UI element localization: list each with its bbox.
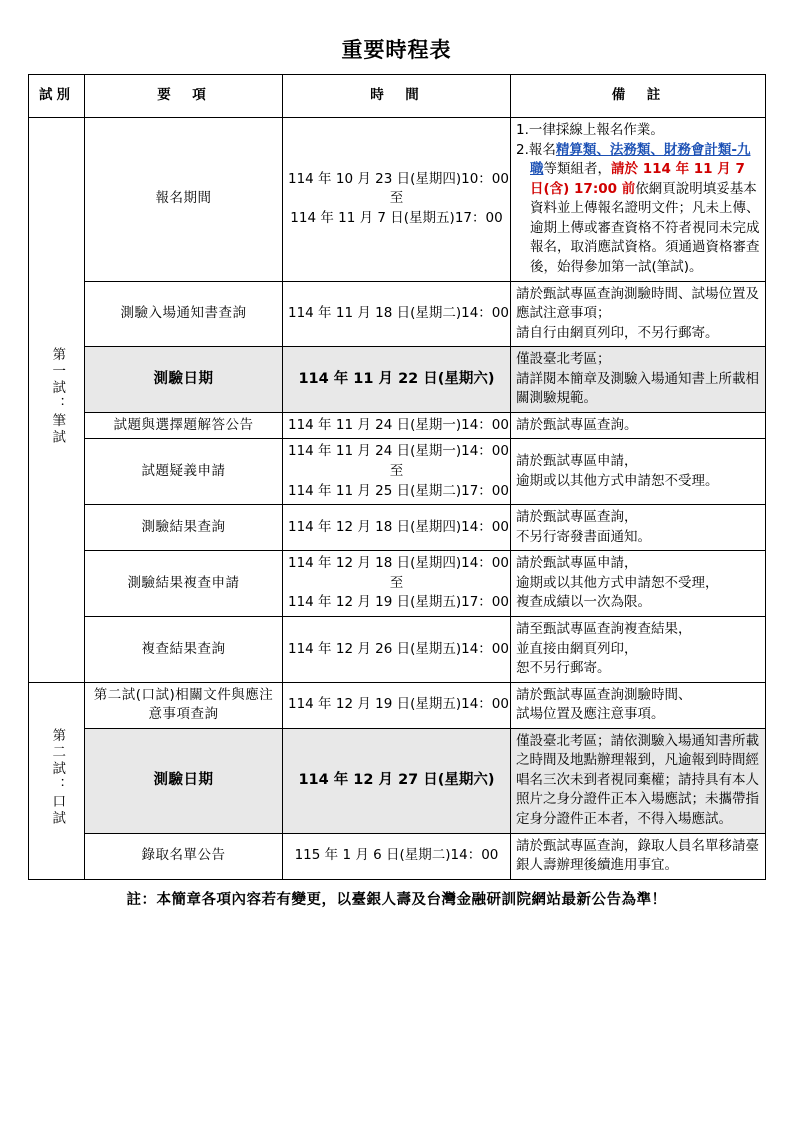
row-time-value: 115 年 1 月 6 日(星期二)14：00 [283, 833, 511, 879]
row-note-value: 請於甄試專區申請， 逾期或以其他方式申請恕不受理， 複查成績以一次為限。 [511, 551, 766, 617]
column-header-time: 時 間 [283, 75, 511, 118]
exam-stage-text: 第一試：筆試 [49, 347, 66, 447]
row-note-value: 請於甄試專區查詢，錄取人員名單移請臺銀人壽辦理後續進用事宜。 [511, 833, 766, 879]
row-item-label: 複查結果查詢 [85, 616, 283, 682]
footer-note: 註：本簡章各項內容若有變更，以臺銀人壽及台灣金融研訓院網站最新公告為準！ [126, 891, 667, 908]
row-item-label: 錄取名單公告 [85, 833, 283, 879]
row-item-label: 試題與選擇題解答公告 [85, 412, 283, 439]
row-time-value: 114 年 12 月 18 日(星期四)14：00 至 114 年 12 月 19 日(星期五)17：00 [283, 551, 511, 617]
row-time-value: 114 年 12 月 18 日(星期四)14：00 [283, 505, 511, 551]
table-row [29, 616, 766, 682]
row-item-label: 測驗結果查詢 [85, 505, 283, 551]
row-note-value: 僅設臺北考區；請依測驗入場通知書所載之時間及地點辦理報到，凡逾報到時間經唱名三次未到者視同棄權；請持具有本人照片之身分證件正本入場應試；未攜帶指定身分證件正本者，不得入場應試。 [511, 728, 766, 833]
row-item-label: 報名期間 [85, 118, 283, 282]
column-header-note: 備 註 [511, 75, 766, 118]
row-time-value: 114 年 11 月 24 日(星期一)14：00 [283, 412, 511, 439]
exam-stage-label [29, 118, 85, 683]
row-time-value: 114 年 11 月 24 日(星期一)14：00 至 114 年 11 月 25 日(星期二)17：00 [283, 439, 511, 505]
column-header-item: 要 項 [85, 75, 283, 118]
row-item-label: 測驗日期 [85, 347, 283, 413]
exam-stage-text: 第二試：口試 [49, 727, 66, 827]
exam-stage-label [29, 682, 85, 879]
schedule-table [28, 74, 766, 880]
page-title: 重要時程表 [341, 38, 452, 62]
table-row [29, 281, 766, 347]
row-time-value: 114 年 12 月 27 日(星期六) [283, 728, 511, 833]
table-row [29, 682, 766, 728]
row-note-value: 請於甄試專區申請， 逾期或以其他方式申請恕不受理。 [511, 439, 766, 505]
row-note-value: 請於甄試專區查詢測驗時間、試場位置及應試注意事項； 請自行由網頁列印，不另行郵寄。 [511, 281, 766, 347]
table-header [29, 75, 766, 118]
row-time-value: 114 年 10 月 23 日(星期四)10：00 至 114 年 11 月 7 日(星期五)17：00 [283, 118, 511, 282]
row-note-value: 請至甄試專區查詢複查結果， 並直接由網頁列印， 恕不另行郵寄。 [511, 616, 766, 682]
row-time-value: 114 年 11 月 18 日(星期二)14：00 [283, 281, 511, 347]
row-item-label: 測驗入場通知書查詢 [85, 281, 283, 347]
table-row [29, 833, 766, 879]
row-item-label: 試題疑義申請 [85, 439, 283, 505]
row-note-value: 1.一律採線上報名作業。 2.報名精算類、法務類、財務會計類-九職等類組者，請於 114 年 11 月 7 日(含) 17:00 前依網頁說明填妥基本資料並上傳報名證明文件；凡未上傳、逾期上傳或審查資格不符者視同未完成報名，取消應試資格。須通過資格審查後，始得參加第一試(筆試)。 [511, 118, 766, 282]
table-row [29, 551, 766, 617]
row-note-value: 請於甄試專區查詢。 [511, 412, 766, 439]
table-body [29, 118, 766, 880]
column-header-exam: 試別 [29, 75, 85, 118]
row-time-value: 114 年 11 月 22 日(星期六) [283, 347, 511, 413]
row-item-label: 測驗日期 [85, 728, 283, 833]
table-row [29, 347, 766, 413]
table-row [29, 505, 766, 551]
row-item-label: 第二試(口試)相關文件與應注意事項查詢 [85, 682, 283, 728]
header-row [29, 75, 766, 118]
row-note-value: 僅設臺北考區； 請詳閱本簡章及測驗入場通知書上所載相關測驗規範。 [511, 347, 766, 413]
table-row [29, 118, 766, 282]
row-time-value: 114 年 12 月 19 日(星期五)14：00 [283, 682, 511, 728]
row-note-value: 請於甄試專區查詢， 不另行寄發書面通知。 [511, 505, 766, 551]
row-time-value: 114 年 12 月 26 日(星期五)14：00 [283, 616, 511, 682]
table-row [29, 728, 766, 833]
table-row [29, 439, 766, 505]
table-row [29, 412, 766, 439]
row-note-value: 請於甄試專區查詢測驗時間、 試場位置及應注意事項。 [511, 682, 766, 728]
row-item-label: 測驗結果複查申請 [85, 551, 283, 617]
